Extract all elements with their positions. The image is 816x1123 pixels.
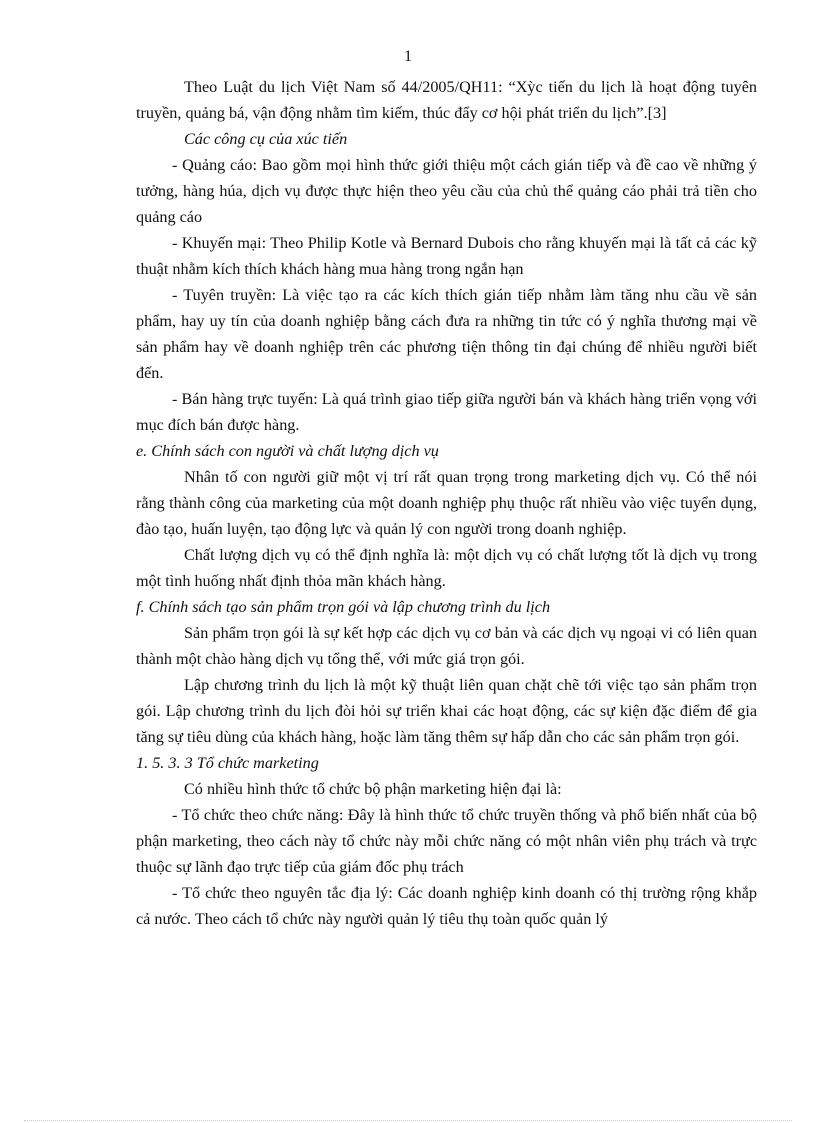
list-item-quang-cao: - Quảng cáo: Bao gồm mọi hình thức giới thiệu một cách gián tiếp và đề cao về những ý tưởng, hàng húa, dịch vụ được thực hiện theo yêu cầu của chủ thể quảng cáo phải trả tiền cho quảng cáo <box>136 156 757 226</box>
paragraph-nhan-to-con-nguoi: Nhân tố con người giữ một vị trí rất quan trọng trong marketing dịch vụ. Có thể nói rằng thành công của marketing của một doanh nghiệp phụ thuộc rất nhiều vào việc tuyển dụng, đào tạo, huấn luyện, tạo động lực và quản lý con người trong doanh nghiệp. <box>136 468 757 538</box>
document-body <box>136 74 757 932</box>
subheading-cong-cu-xuc-tien: Các công cụ của xúc tiến <box>184 130 348 148</box>
page-number: 1 <box>404 48 412 65</box>
list-item-khuyen-mai: - Khuyến mại: Theo Philip Kotle và Bernard Dubois cho rằng khuyến mại là tất cả các kỹ thuật nhằm kích thích khách hàng mua hàng trong ngắn hạn <box>136 234 757 278</box>
list-item-tuyen-truyen: - Tuyên truyền: Là việc tạo ra các kích thích gián tiếp nhằm làm tăng nhu cầu về sản phẩm, hay uy tín của doanh nghiệp bằng cách đưa ra những tin tức có ý nghĩa thương mại về sản phẩm hay về doanh nghiệp trên các phương tiện thông tin đại chúng để nhiều người biết đến. <box>136 286 757 382</box>
page-bottom-divider <box>24 1120 792 1121</box>
list-item-dia-ly: - Tổ chức theo nguyên tắc địa lý: Các doanh nghiệp kinh doanh có thị trường rộng khắp cả nước. Theo cách tổ chức này người quản lý tiêu thụ toàn quốc quản lý <box>136 884 757 928</box>
paragraph-san-pham-tron-goi: Sản phẩm trọn gói là sự kết hợp các dịch vụ cơ bản và các dịch vụ ngoại vi có liên quan thành một chào hàng dịch vụ tổng thể, với mức giá trọn gói. <box>136 624 757 668</box>
section-heading-1-5-3-3: 1. 5. 3. 3 Tổ chức marketing <box>136 754 319 772</box>
paragraph-xuc-tien-definition: Theo Luật du lịch Việt Nam số 44/2005/QH11: “Xỳc tiến du lịch là hoạt động tuyên truyền, quảng bá, vận động nhằm tìm kiếm, thúc đẩy cơ hội phát triển du lịch”.[3] <box>136 78 757 122</box>
section-heading-e: e. Chính sách con người và chất lượng dịch vụ <box>136 442 439 460</box>
section-heading-f: f. Chính sách tạo sản phẩm trọn gói và lập chương trình du lịch <box>136 598 551 616</box>
paragraph-chat-luong-dich-vu: Chất lượng dịch vụ có thể định nghĩa là: một dịch vụ có chất lượng tốt là dịch vụ trong một tình huống nhất định thỏa mãn khách hàng. <box>136 546 757 590</box>
paragraph-hinh-thuc-to-chuc: Có nhiều hình thức tổ chức bộ phận marketing hiện đại là: <box>184 780 562 798</box>
list-item-chuc-nang: - Tổ chức theo chức năng: Đây là hình thức tổ chức truyền thống và phổ biến nhất của bộ phận marketing, theo cách này tổ chức này mỗi chức năng có một nhân viên phụ trách và trực thuộc sự lãnh đạo trực tiếp của giám đốc phụ trách <box>136 806 757 876</box>
list-item-ban-hang: - Bán hàng trực tuyến: Là quá trình giao tiếp giữa người bán và khách hàng triển vọng với mục đích bán được hàng. <box>136 390 757 434</box>
paragraph-lap-chuong-trinh: Lập chương trình du lịch là một kỹ thuật liên quan chặt chẽ tới việc tạo sản phẩm trọn gói. Lập chương trình du lịch đòi hỏi sự triển khai các hoạt động, các sự kiện đặc điểm để gia tăng sự tiêu dùng của khách hàng, hoặc làm tăng thêm sự hấp dẫn cho các sản phẩm trọn gói. <box>136 676 757 746</box>
